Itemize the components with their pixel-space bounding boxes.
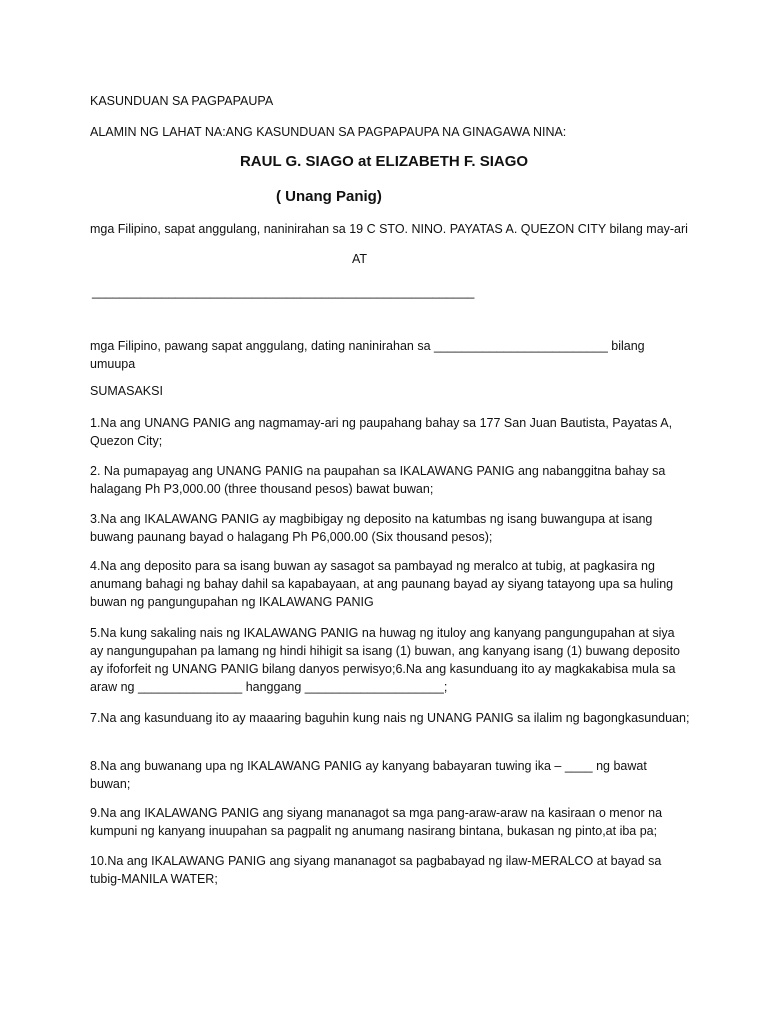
- first-party-label: ( Unang Panig): [276, 188, 382, 205]
- parties-names: RAUL G. SIAGO at ELIZABETH F. SIAGO: [239, 153, 529, 170]
- clause-5-6: 5.Na kung sakaling nais ng IKALAWANG PANIG na huwag ng ituloy ang kanyang pangungupahan at siya ay nangungupahan pa lamang ng hindi hihigit sa isang (1) buwan, ang kanyang isang (1) buwang deposito ay ifoforfeit ng UNANG PANIG bilang danyos perwisyo;6.Na ang kasunduang ito ay magkakabisa mula sa araw ng _______________ hanggang ____________________;: [90, 626, 681, 694]
- intro-line: ALAMIN NG LAHAT NA:ANG KASUNDUAN SA PAGPAPAUPA NA GINAGAWA NINA:: [90, 125, 567, 139]
- clause-2: 2. Na pumapayag ang UNANG PANIG na paupahan sa IKALAWANG PANIG ang nabanggitna bahay sa halagang Ph P3,000.00 (three thousand pesos) bawat buwan;: [90, 464, 666, 496]
- clause-3: 3.Na ang IKALAWANG PANIG ay magbibigay ng deposito na katumbas ng isang buwangupa at isang buwang paunang bayad o halagang Ph P6,000.00 (Six thousand pesos);: [90, 512, 653, 544]
- second-party-name-blank: _______________________________________________________: [92, 285, 475, 299]
- at-separator: AT: [352, 252, 368, 266]
- sumasaksi-heading: SUMASAKSI: [90, 384, 163, 398]
- second-party-description: mga Filipino, pawang sapat anggulang, dating naninirahan sa _________________________ bilang umuupa: [90, 339, 645, 371]
- first-party-description: mga Filipino, sapat anggulang, naninirahan sa 19 C STO. NINO. PAYATAS A. QUEZON CITY bilang may-ari: [90, 222, 688, 236]
- clause-9: 9.Na ang IKALAWANG PANIG ang siyang mananagot sa mga pang-araw-araw na kasiraan o menor na kumpuni ng kanyang inuupahan sa pagpalit ng anumang nasirang bintana, bukasan ng pinto,at iba pa;: [90, 806, 663, 838]
- clause-10: 10.Na ang IKALAWANG PANIG ang siyang mananagot sa pagbabayad ng ilaw-MERALCO at bayad sa tubig-MANILA WATER;: [90, 854, 662, 886]
- clause-1: 1.Na ang UNANG PANIG ang nagmamay-ari ng paupahang bahay sa 177 San Juan Bautista, Payatas A, Quezon City;: [90, 416, 673, 448]
- document-title: KASUNDUAN SA PAGPAPAUPA: [90, 94, 274, 108]
- clause-8: 8.Na ang buwanang upa ng IKALAWANG PANIG ay kanyang babayaran tuwing ika – ____ ng bawat buwan;: [90, 759, 647, 791]
- clause-7: 7.Na ang kasunduang ito ay maaaring baguhin kung nais ng UNANG PANIG sa ilalim ng bagongkasunduan;: [90, 711, 690, 725]
- clause-4: 4.Na ang deposito para sa isang buwan ay sasagot sa pambayad ng meralco at tubig, at pagkasira ng anumang bahagi ng bahay dahil sa kapabayaan, at ang paunang bayad ay siyang tatayong upa sa huling buwan ng pangungupahan ng IKALAWANG PANIG: [90, 559, 674, 609]
